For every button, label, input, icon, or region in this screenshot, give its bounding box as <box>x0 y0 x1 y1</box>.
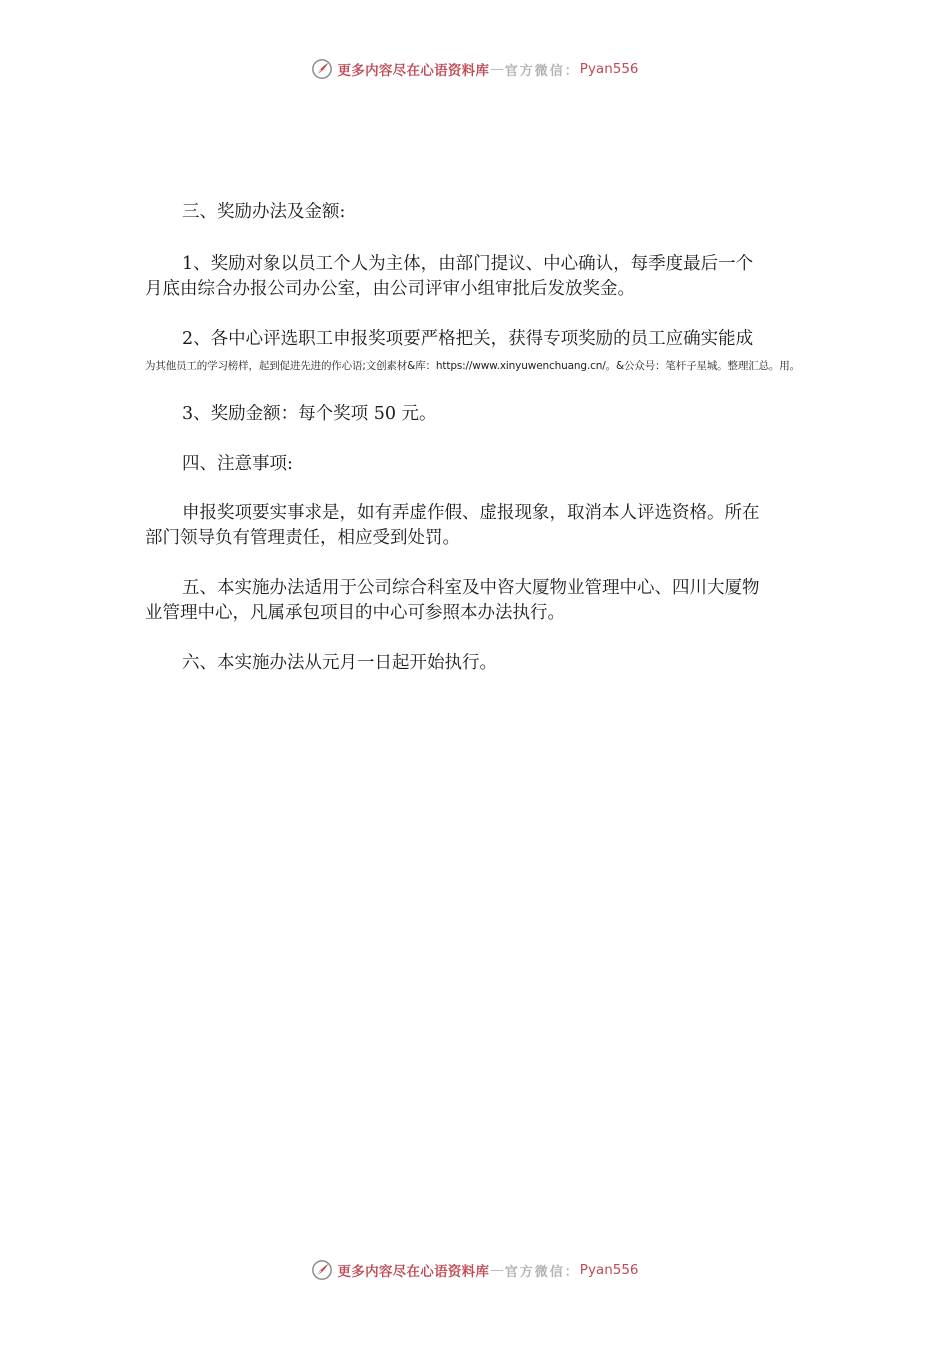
footer-separator: — <box>490 1262 504 1278</box>
paragraph-line: 四、注意事项: <box>182 454 293 474</box>
footer-banner <box>0 1257 950 1283</box>
paragraph-evaluation <box>145 327 845 352</box>
header-brand-text: 更多内容尽在心语资料库 <box>337 63 490 79</box>
footer-brand-text: 更多内容尽在心语资料库 <box>337 1264 490 1280</box>
footer-wechat-label: 官方微信： <box>504 1264 580 1280</box>
paragraph-reward-target <box>145 252 845 302</box>
paragraph-line: 1、奖励对象以员工个人为主体，由部门提议、中心确认，每季度最后一个 <box>182 254 754 274</box>
quill-pen-logo-icon <box>311 58 333 80</box>
paragraph-evaluation-continuation: 为其他员工的学习榜样，起到促进先进的作心语;文创素材&库：https://www.xinyuwenchuang.cn/。&公众号：笔杆子星城。整理汇总。用。 <box>145 360 800 372</box>
section-5-scope <box>145 576 845 626</box>
paragraph-line: 三、奖励办法及金额: <box>182 202 346 222</box>
paragraph-line: 五、本实施办法适用于公司综合科室及中咨大厦物业管理中心、四川大厦物 <box>182 578 760 598</box>
paragraph-line: 2、各中心评选职工申报奖项要严格把关，获得专项奖励的员工应确实能成 <box>182 329 754 349</box>
paragraph-line: 部门领导负有管理责任，相应受到处罚。 <box>145 528 460 548</box>
paragraph-notes <box>145 501 845 551</box>
header-wechat-id: Pyan556 <box>579 61 639 77</box>
paragraph-reward-amount <box>145 402 845 427</box>
footer-wechat-id: Pyan556 <box>579 1262 639 1278</box>
quill-pen-logo-icon <box>311 1259 333 1281</box>
paragraph-line: 业管理中心，凡属承包项目的中心可参照本办法执行。 <box>145 603 565 623</box>
section-6-effective-date <box>145 651 845 676</box>
paragraph-line: 月底由综合办报公司办公室，由公司评审小组审批后发放奖金。 <box>145 279 635 299</box>
paragraph-line: 六、本实施办法从元月一日起开始执行。 <box>182 653 497 673</box>
section-3-heading <box>145 200 845 225</box>
section-4-heading <box>145 452 845 477</box>
paragraph-line: 申报奖项要实事求是，如有弄虚作假、虚报现象，取消本人评选资格。所在 <box>182 503 760 523</box>
header-wechat-label: 官方微信： <box>504 63 580 79</box>
header-banner <box>0 56 950 82</box>
paragraph-line: 3、奖励金额：每个奖项 50 元。 <box>182 404 437 424</box>
header-separator: — <box>490 61 504 77</box>
